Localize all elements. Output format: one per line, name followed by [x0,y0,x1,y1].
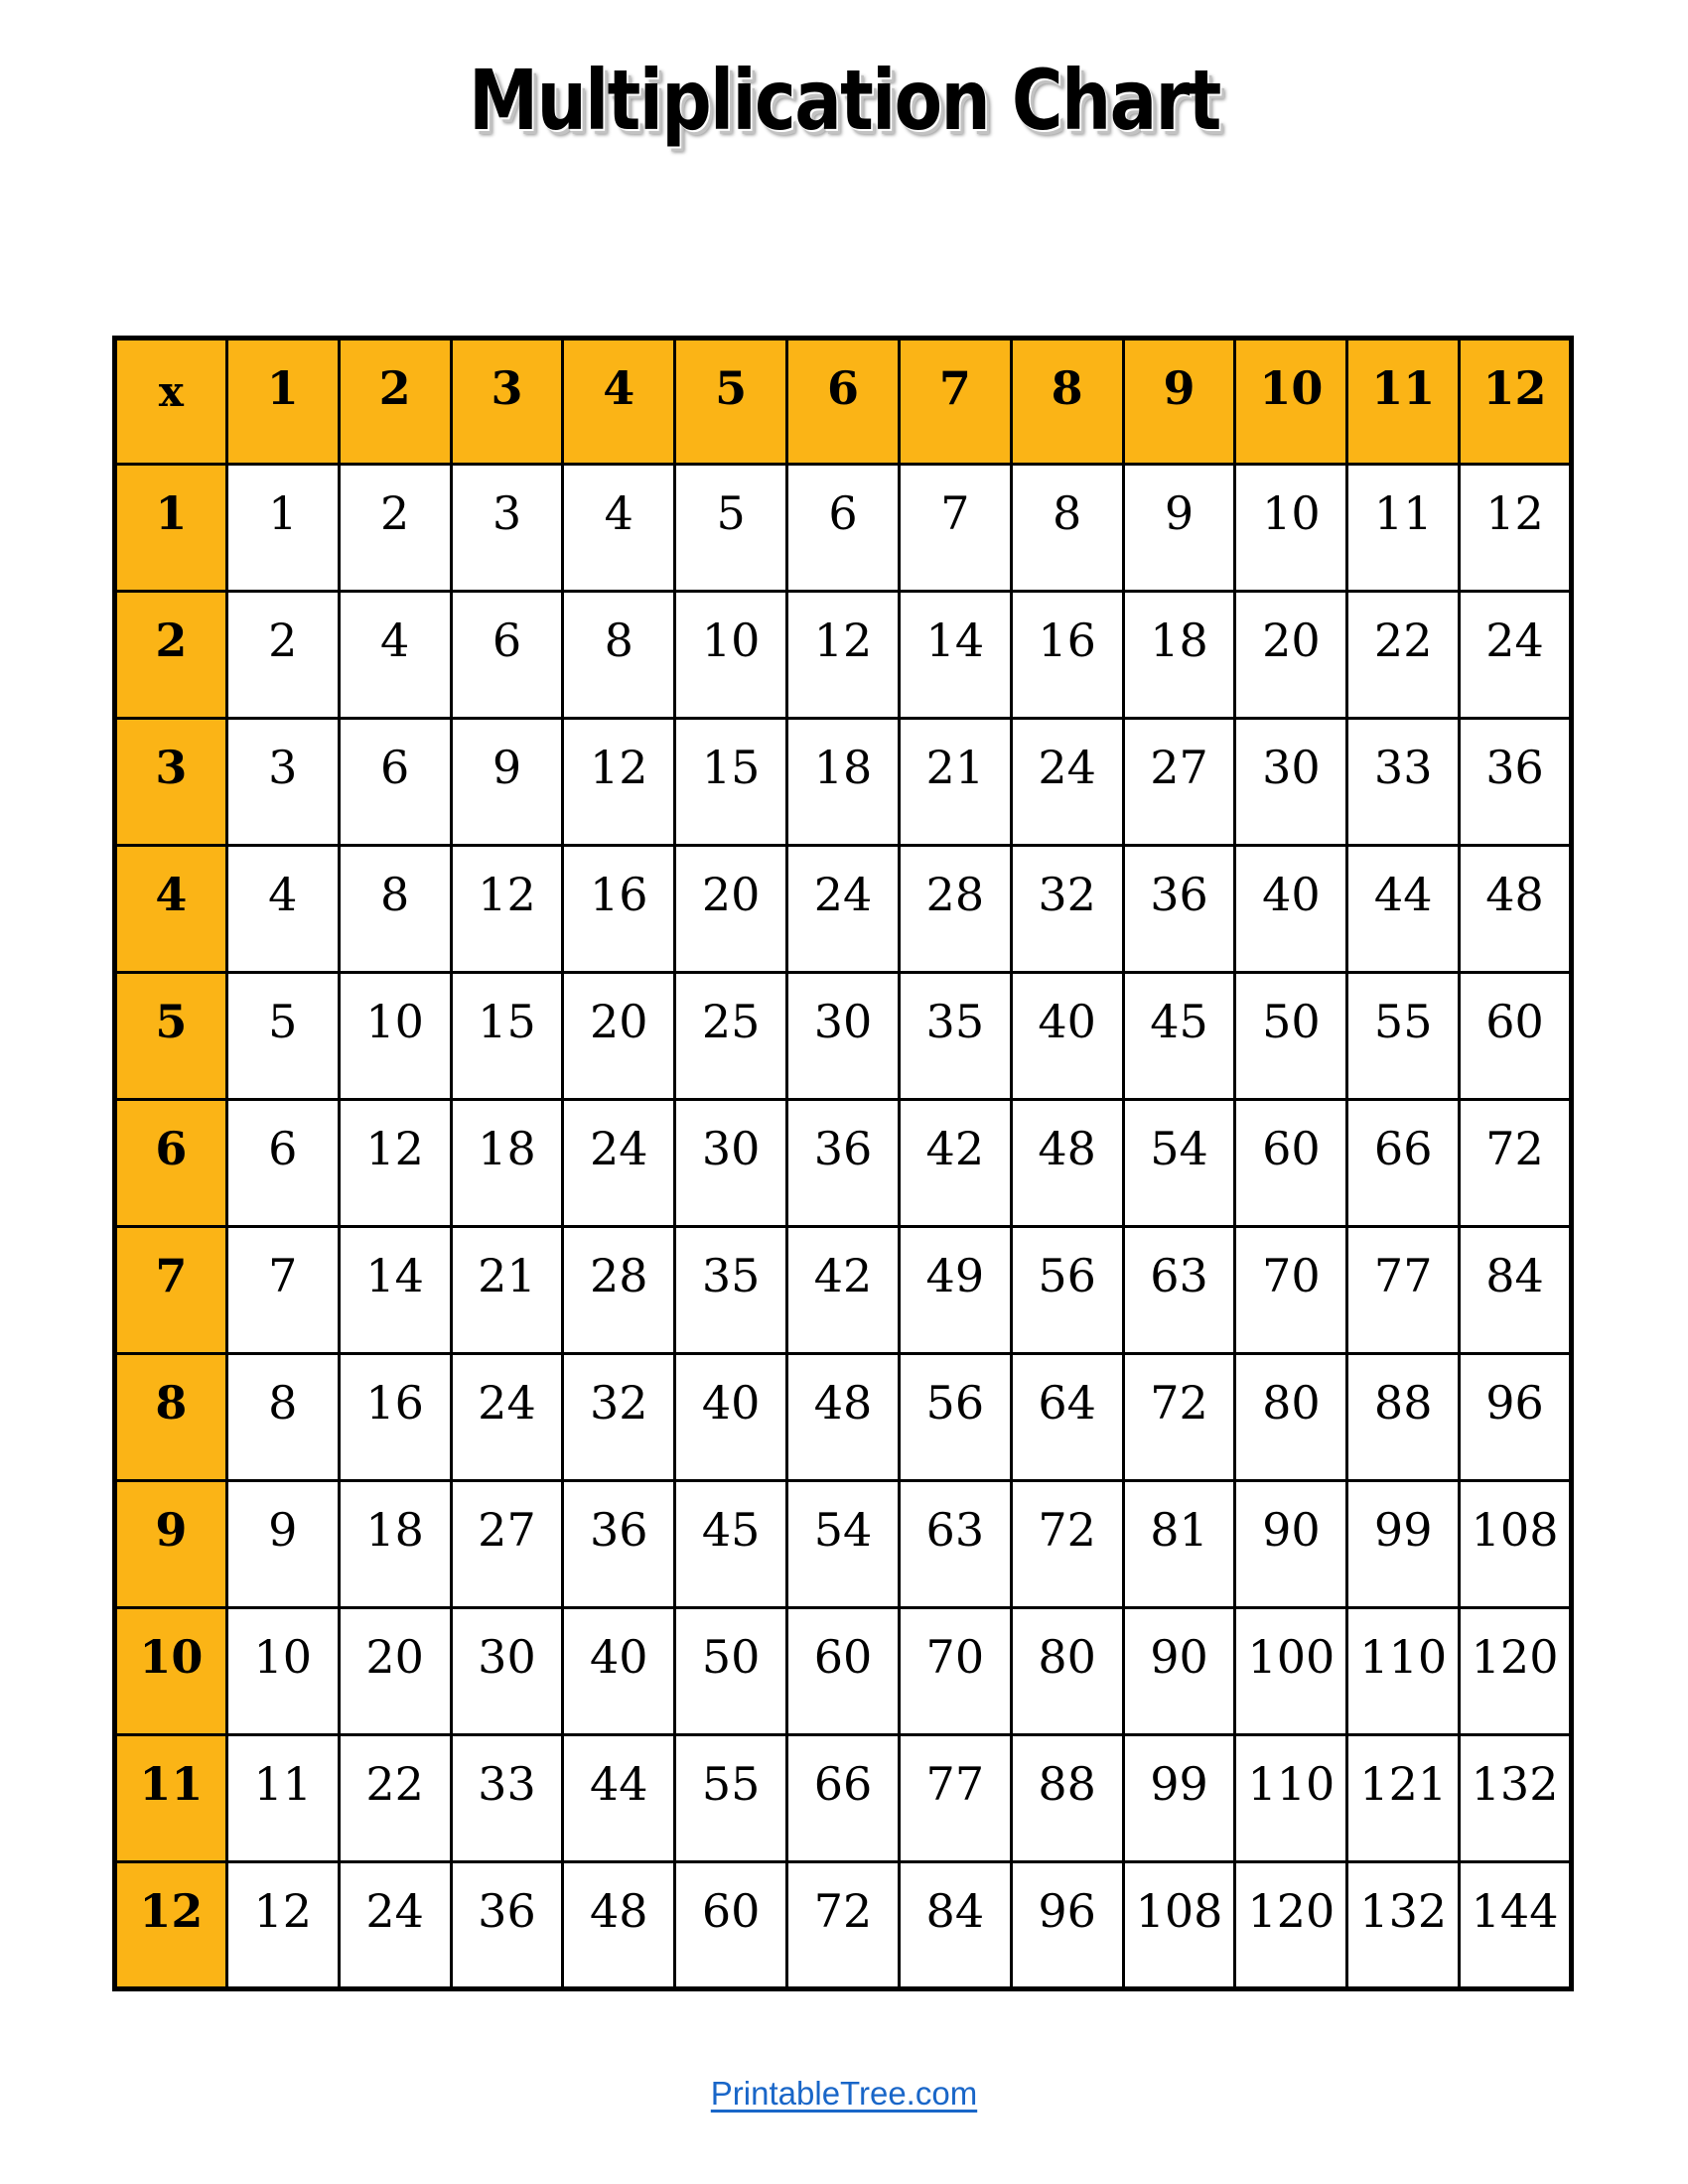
table-row [115,1354,1572,1481]
product-cell: 21 [451,1227,563,1354]
row-header: 4 [115,846,227,973]
row-header: 12 [115,1862,227,1989]
product-cell: 11 [1347,465,1460,592]
header-row [115,339,1572,465]
product-cell: 8 [226,1354,339,1481]
product-cell: 90 [1235,1481,1347,1608]
product-cell: 36 [787,1100,900,1227]
product-cell: 120 [1460,1608,1572,1735]
product-cell: 4 [563,465,675,592]
column-header: 11 [1347,339,1460,465]
product-cell: 18 [787,719,900,846]
product-cell: 18 [1123,592,1235,719]
table-row [115,1481,1572,1608]
product-cell: 18 [339,1481,451,1608]
product-cell: 16 [1011,592,1123,719]
product-cell: 72 [787,1862,900,1989]
product-cell: 60 [1460,973,1572,1100]
product-cell: 8 [1011,465,1123,592]
product-cell: 110 [1235,1735,1347,1862]
row-header: 7 [115,1227,227,1354]
product-cell: 44 [1347,846,1460,973]
product-cell: 81 [1123,1481,1235,1608]
product-cell: 20 [1235,592,1347,719]
product-cell: 18 [451,1100,563,1227]
product-cell: 7 [226,1227,339,1354]
product-cell: 48 [563,1862,675,1989]
product-cell: 99 [1347,1481,1460,1608]
product-cell: 66 [1347,1100,1460,1227]
table-row [115,719,1572,846]
product-cell: 9 [226,1481,339,1608]
product-cell: 3 [451,465,563,592]
product-cell: 110 [1347,1608,1460,1735]
product-cell: 6 [339,719,451,846]
product-cell: 30 [1235,719,1347,846]
product-cell: 88 [1011,1735,1123,1862]
product-cell: 33 [1347,719,1460,846]
table-row [115,846,1572,973]
product-cell: 60 [1235,1100,1347,1227]
product-cell: 14 [339,1227,451,1354]
product-cell: 35 [899,973,1011,1100]
product-cell: 30 [675,1100,787,1227]
product-cell: 6 [787,465,900,592]
row-header: 9 [115,1481,227,1608]
product-cell: 50 [675,1608,787,1735]
product-cell: 2 [339,465,451,592]
product-cell: 12 [451,846,563,973]
product-cell: 63 [1123,1227,1235,1354]
product-cell: 28 [563,1227,675,1354]
product-cell: 60 [787,1608,900,1735]
product-cell: 49 [899,1227,1011,1354]
product-cell: 44 [563,1735,675,1862]
product-cell: 36 [1123,846,1235,973]
product-cell: 10 [675,592,787,719]
product-cell: 80 [1235,1354,1347,1481]
product-cell: 22 [1347,592,1460,719]
product-cell: 54 [787,1481,900,1608]
table-row [115,592,1572,719]
product-cell: 15 [451,973,563,1100]
product-cell: 27 [451,1481,563,1608]
product-cell: 56 [899,1354,1011,1481]
table-row [115,1862,1572,1989]
product-cell: 108 [1460,1481,1572,1608]
product-cell: 55 [675,1735,787,1862]
product-cell: 40 [1235,846,1347,973]
product-cell: 42 [787,1227,900,1354]
product-cell: 54 [1123,1100,1235,1227]
column-header: 1 [226,339,339,465]
table-row [115,973,1572,1100]
product-cell: 64 [1011,1354,1123,1481]
product-cell: 30 [451,1608,563,1735]
product-cell: 96 [1011,1862,1123,1989]
product-cell: 14 [899,592,1011,719]
column-header: 3 [451,339,563,465]
multiplication-table [112,336,1574,1991]
product-cell: 5 [675,465,787,592]
product-cell: 8 [339,846,451,973]
product-cell: 5 [226,973,339,1100]
product-cell: 72 [1123,1354,1235,1481]
product-cell: 8 [563,592,675,719]
product-cell: 27 [1123,719,1235,846]
product-cell: 77 [1347,1227,1460,1354]
product-cell: 50 [1235,973,1347,1100]
product-cell: 6 [226,1100,339,1227]
product-cell: 56 [1011,1227,1123,1354]
product-cell: 11 [226,1735,339,1862]
product-cell: 30 [787,973,900,1100]
product-cell: 12 [226,1862,339,1989]
footer [0,2075,1688,2113]
product-cell: 2 [226,592,339,719]
row-header: 2 [115,592,227,719]
product-cell: 48 [787,1354,900,1481]
product-cell: 36 [451,1862,563,1989]
corner-cell: x [115,339,227,465]
column-header: 2 [339,339,451,465]
product-cell: 12 [563,719,675,846]
product-cell: 32 [1011,846,1123,973]
product-cell: 32 [563,1354,675,1481]
product-cell: 7 [899,465,1011,592]
product-cell: 72 [1011,1481,1123,1608]
product-cell: 60 [675,1862,787,1989]
product-cell: 10 [226,1608,339,1735]
product-cell: 100 [1235,1608,1347,1735]
table-row [115,1227,1572,1354]
product-cell: 15 [675,719,787,846]
page-title [0,52,1688,149]
product-cell: 108 [1123,1862,1235,1989]
product-cell: 132 [1347,1862,1460,1989]
product-cell: 48 [1460,846,1572,973]
row-header: 8 [115,1354,227,1481]
product-cell: 24 [339,1862,451,1989]
product-cell: 35 [675,1227,787,1354]
product-cell: 77 [899,1735,1011,1862]
product-cell: 16 [563,846,675,973]
product-cell: 25 [675,973,787,1100]
column-header: 6 [787,339,900,465]
product-cell: 20 [563,973,675,1100]
row-header: 6 [115,1100,227,1227]
page-title-text: Multiplication Chart [468,52,1220,149]
product-cell: 120 [1235,1862,1347,1989]
product-cell: 24 [451,1354,563,1481]
product-cell: 84 [899,1862,1011,1989]
product-cell: 99 [1123,1735,1235,1862]
column-header: 5 [675,339,787,465]
table-header [115,339,1572,465]
product-cell: 10 [339,973,451,1100]
product-cell: 12 [339,1100,451,1227]
product-cell: 21 [899,719,1011,846]
row-header: 1 [115,465,227,592]
product-cell: 88 [1347,1354,1460,1481]
product-cell: 24 [563,1100,675,1227]
table-body [115,465,1572,1989]
row-header: 10 [115,1608,227,1735]
column-header: 8 [1011,339,1123,465]
product-cell: 24 [1011,719,1123,846]
row-header: 5 [115,973,227,1100]
table-row [115,465,1572,592]
product-cell: 45 [675,1481,787,1608]
product-cell: 20 [339,1608,451,1735]
product-cell: 4 [339,592,451,719]
product-cell: 20 [675,846,787,973]
table-row [115,1100,1572,1227]
product-cell: 80 [1011,1608,1123,1735]
product-cell: 55 [1347,973,1460,1100]
product-cell: 3 [226,719,339,846]
product-cell: 70 [899,1608,1011,1735]
product-cell: 70 [1235,1227,1347,1354]
product-cell: 63 [899,1481,1011,1608]
product-cell: 4 [226,846,339,973]
product-cell: 1 [226,465,339,592]
product-cell: 45 [1123,973,1235,1100]
product-cell: 12 [787,592,900,719]
row-header: 11 [115,1735,227,1862]
product-cell: 66 [787,1735,900,1862]
product-cell: 36 [563,1481,675,1608]
product-cell: 28 [899,846,1011,973]
column-header: 4 [563,339,675,465]
product-cell: 48 [1011,1100,1123,1227]
product-cell: 9 [1123,465,1235,592]
product-cell: 121 [1347,1735,1460,1862]
product-cell: 90 [1123,1608,1235,1735]
product-cell: 9 [451,719,563,846]
product-cell: 96 [1460,1354,1572,1481]
product-cell: 84 [1460,1227,1572,1354]
table-row [115,1735,1572,1862]
table-row [115,1608,1572,1735]
column-header: 12 [1460,339,1572,465]
product-cell: 33 [451,1735,563,1862]
product-cell: 10 [1235,465,1347,592]
product-cell: 72 [1460,1100,1572,1227]
product-cell: 12 [1460,465,1572,592]
product-cell: 6 [451,592,563,719]
product-cell: 24 [1460,592,1572,719]
footer-link[interactable]: PrintableTree.com [710,2075,978,2112]
column-header: 9 [1123,339,1235,465]
product-cell: 24 [787,846,900,973]
product-cell: 144 [1460,1862,1572,1989]
column-header: 10 [1235,339,1347,465]
product-cell: 36 [1460,719,1572,846]
product-cell: 42 [899,1100,1011,1227]
product-cell: 40 [563,1608,675,1735]
product-cell: 16 [339,1354,451,1481]
product-cell: 22 [339,1735,451,1862]
product-cell: 40 [675,1354,787,1481]
column-header: 7 [899,339,1011,465]
row-header: 3 [115,719,227,846]
product-cell: 40 [1011,973,1123,1100]
product-cell: 132 [1460,1735,1572,1862]
